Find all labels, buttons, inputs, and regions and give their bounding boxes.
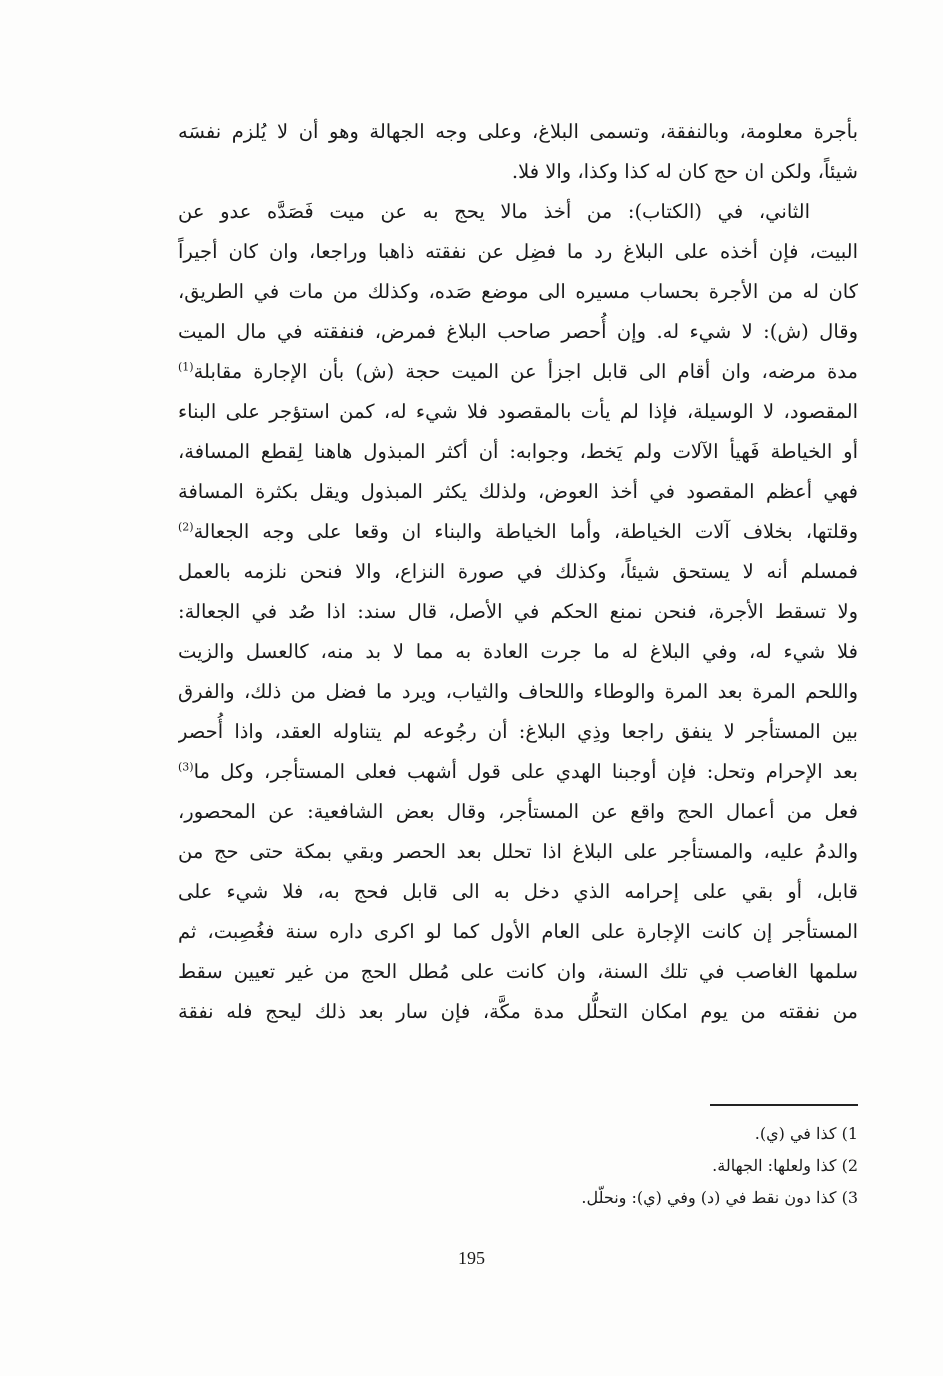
- text-line-19: والدمُ عليه، والمستأجر على البلاغ اذا تحلل بعد الحصر وبقي بمكة حتى حج من: [178, 840, 858, 863]
- footnote-2: 2) كذا ولعلها: الجهالة.: [712, 1156, 858, 1175]
- text-line-3: الثاني، في (الكتاب): من أخذ مالا يحج به عن ميت فَصَدَّه عدو عن: [178, 200, 810, 223]
- text-line-11-text: وقلتها، بخلاف آلات الخياطة، وأما الخياطة والبناء ان وقعا على وجه الجعالة: [193, 520, 858, 543]
- text-line-8: المقصود، لا الوسيلة، فإذا لم يأت بالمقصود فلا شيء له، كمن استؤجر على البناء: [178, 400, 858, 423]
- footnote-mark-3: (3): [178, 760, 194, 774]
- text-line-1: بأجرة معلومة، وبالنفقة، وتسمى البلاغ، وعلى وجه الجهالة وهو أن لا يُلزم نفسَه: [178, 120, 858, 143]
- text-line-9: أو الخياطة فَهيأ الآلات ولم يَخط، وجوابه: أن أكثر المبذول هاهنا لِقطع المسافة،: [178, 440, 858, 463]
- text-line-15: واللحم المرة بعد المرة والوطاء واللحاف والثياب، ويرد ما فضل من ذلك، والفرق: [178, 680, 858, 703]
- footnotes-block: [400, 1118, 858, 1214]
- text-line-6: وقال (ش): لا شيء له. وإن أُحصر صاحب البلاغ فمرض، فنفقته في مال الميت: [178, 320, 858, 343]
- footnote-mark-2: (2): [178, 520, 194, 534]
- text-line-18: فعل من أعمال الحج واقع عن المستأجر، وقال بعض الشافعية: عن المحصور،: [178, 800, 858, 823]
- text-line-11: [178, 512, 858, 552]
- footnote-1: 1) كذا في (ي).: [754, 1124, 858, 1143]
- text-line-16: بين المستأجر لا ينفق راجعا وذِي البلاغ: أن رجُوعه لم يتناوله العقد، واذا أُحصر: [178, 720, 858, 743]
- text-line-20: قابل، أو بقي على إحرامه الذي دخل به الى قابل فحج به، فلا شيء على: [178, 880, 858, 903]
- text-line-5: كان له من الأجرة بحساب مسيره الى موضع صَده، وكذلك من مات في الطريق،: [178, 280, 858, 303]
- page-number: 195: [458, 1248, 485, 1268]
- text-line-22: سلمها الغاصب في تلك السنة، وان كانت على مُطل الحج من غير تعيين سقط: [178, 960, 858, 983]
- text-line-12: فمسلم أنه لا يستحق شيئاً، وكذلك في صورة النزاع، والا فنحن نلزمه بالعمل: [178, 560, 858, 583]
- text-line-17-text: بعد الإحرام وتحل: فإن أوجبنا الهدي على قول أشهب فعلى المستأجر، وكل ما: [193, 760, 858, 783]
- text-line-23: من نفقته من يوم امكان التحلُّل مدة مكَّة، فإن سار بعد ذلك ليحج فله نفقة: [178, 1000, 858, 1023]
- text-line-21: المستأجر إن كانت الإجارة على العام الأول كما لو اكرى داره سنة فغُصِبت، ثم: [178, 920, 858, 943]
- text-line-7-text: مدة مرضه، وان أقام الى قابل اجزأ عن الميت حجة (ش) بأن الإجارة مقابلة: [193, 360, 858, 383]
- text-line-2: شيئاً، ولكن ان حج كان له كذا وكذا، والا فلا.: [511, 160, 858, 183]
- text-line-14: فلا شيء له، وفي البلاغ له ما جرت العادة به مما لا بد منه، كالعسل والزيت: [178, 640, 858, 663]
- main-text-block: [178, 112, 858, 1032]
- footnote-3: 3) كذا دون نقط في (د) وفي (ي): ونحلّل.: [581, 1188, 858, 1207]
- text-line-17: [178, 752, 858, 792]
- text-line-7: [178, 352, 858, 392]
- footnote-mark-1: (1): [178, 360, 194, 374]
- text-line-10: فهي أعظم المقصود في أخذ العوض، ولذلك يكثر المبذول ويقل بكثرة المسافة: [178, 480, 858, 503]
- text-line-13: ولا تسقط الأجرة، فنحن نمنع الحكم في الأصل، قال سند: اذا صُد في الجعالة:: [178, 600, 858, 623]
- footnote-divider: [710, 1104, 858, 1106]
- text-line-4: البيت، فإن أخذه على البلاغ رد ما فضِل عن نفقته ذاهبا وراجعا، وان كان أجيراً: [178, 240, 858, 263]
